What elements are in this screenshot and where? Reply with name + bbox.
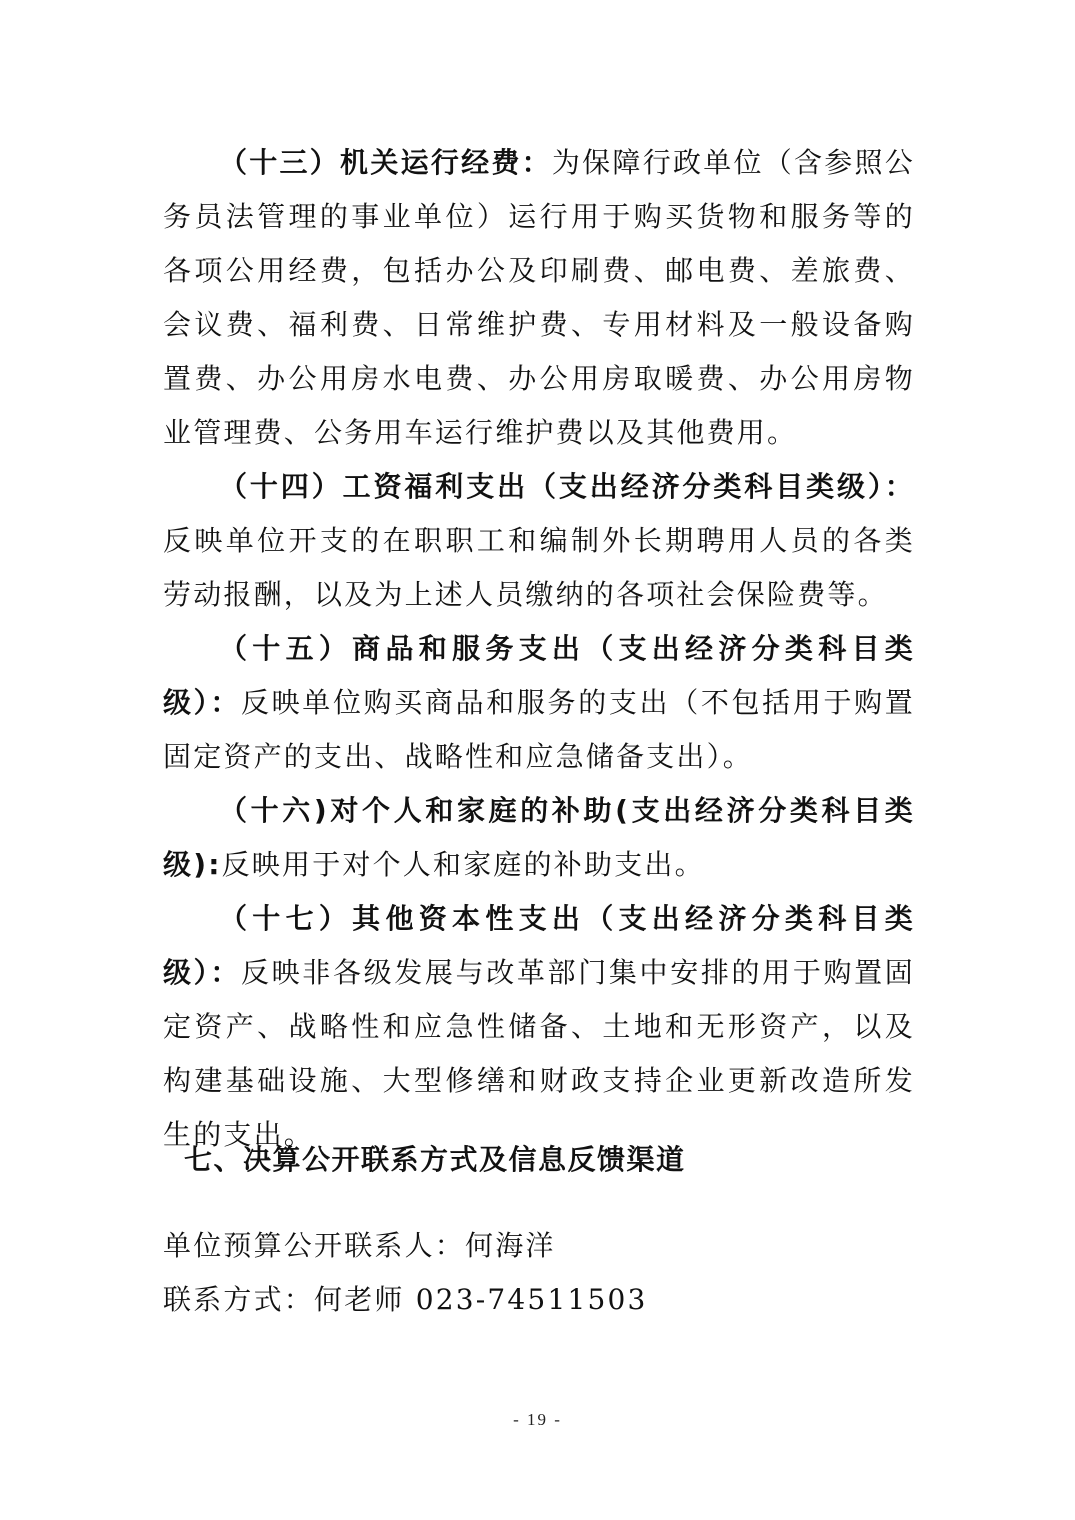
definition-term: （十五）商品和服务支出（支出经济分类科目类级）： [163,632,915,719]
definition-paragraph-13 [163,136,915,460]
definition-term: （十四）工资福利支出（支出经济分类科目类级）： [219,470,915,503]
contact-person: 单位预算公开联系人：何海洋 [163,1229,556,1262]
definition-paragraph-17 [163,892,915,1162]
page-number: - 19 - [513,1410,562,1429]
definition-text: 反映用于对个人和家庭的补助支出。 [221,848,705,881]
definition-paragraph-15 [163,622,915,784]
definition-paragraph-16 [163,784,915,892]
definitions-body [163,136,915,1162]
definition-paragraph-14 [163,460,915,622]
definition-term: （十六)对个人和家庭的补助(支出经济分类科目类级): [163,794,915,881]
contact-phone: 联系方式：何老师 023-74511503 [163,1283,648,1316]
definition-term: （十三）机关运行经费： [219,146,552,179]
definition-term: （十七）其他资本性支出（支出经济分类科目类级）： [163,902,915,989]
definition-text: 反映单位购买商品和服务的支出（不包括用于购置固定资产的支出、战略性和应急储备支出）。 [163,686,915,773]
section-heading: 七、决算公开联系方式及信息反馈渠道 [184,1143,686,1176]
definition-text: 为保障行政单位（含参照公务员法管理的事业单位）运行用于购买货物和服务等的各项公用经费，包括办公及印刷费、邮电费、差旅费、会议费、福利费、日常维护费、专用材料及一般设备购置费、办公用房水电费、办公用房取暖费、办公用房物业管理费、公务用车运行维护费以及其他费用。 [163,146,916,449]
definition-text: 反映非各级发展与改革部门集中安排的用于购置固定资产、战略性和应急性储备、土地和无形资产，以及构建基础设施、大型修缮和财政支持企业更新改造所发生的支出。 [163,956,915,1151]
definition-text: 反映单位开支的在职职工和编制外长期聘用人员的各类劳动报酬，以及为上述人员缴纳的各项社会保险费等。 [163,524,915,611]
